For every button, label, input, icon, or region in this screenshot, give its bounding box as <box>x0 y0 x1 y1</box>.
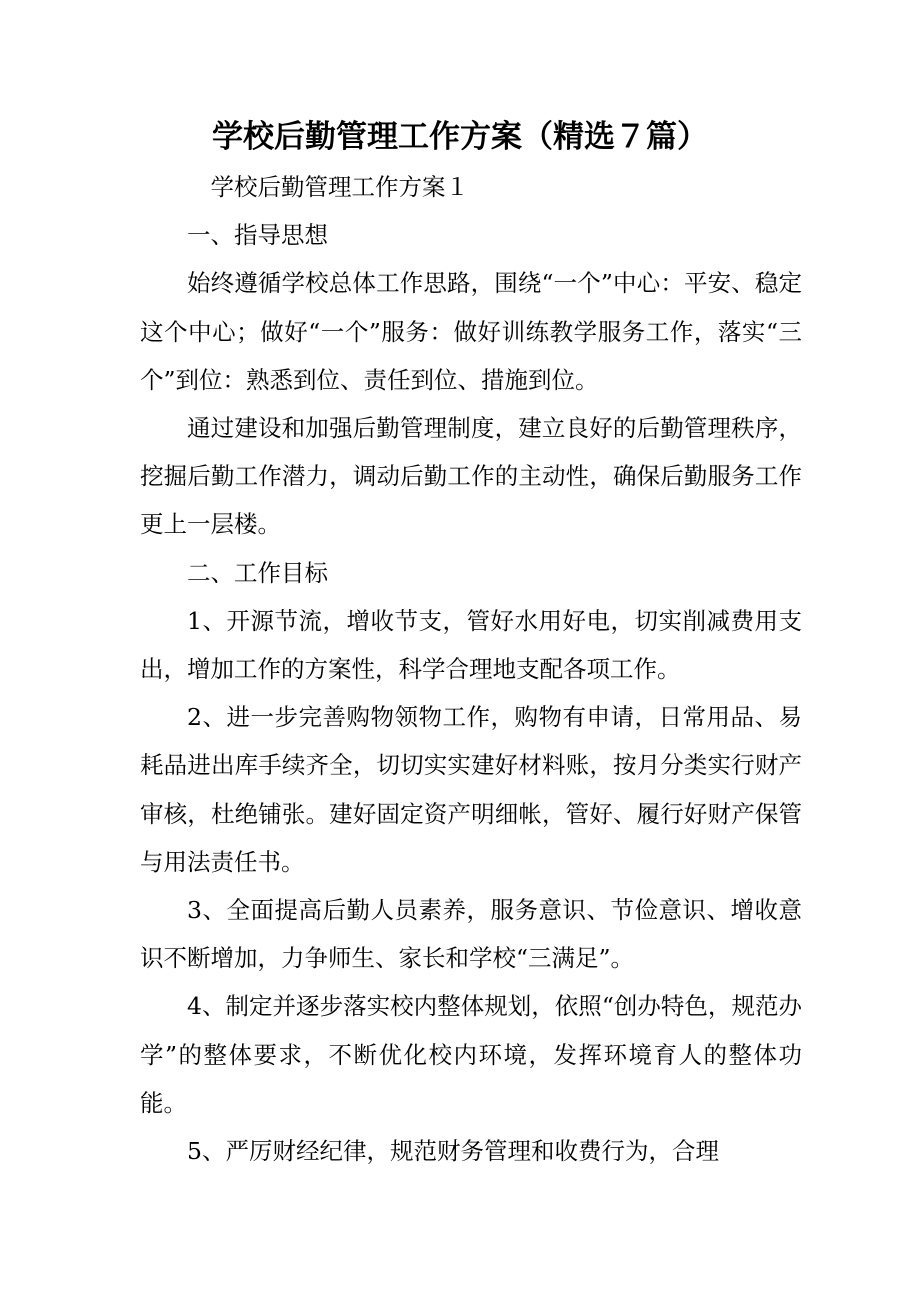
section-heading: 一、指导思想 <box>187 221 328 250</box>
paragraph: 通过建设和加强后勤管理制度，建立良好的后勤管理秩序，挖掘后勤工作潜力，调动后勤工作的主动性，确保后勤服务工作更上一层楼。 <box>140 414 802 539</box>
list-item: 5、严厉财经纪律，规范财务管理和收费行为，合理 <box>187 1137 719 1166</box>
document-body <box>140 163 802 1175</box>
list-item: 3、全面提高后勤人员素养，服务意识、节俭意识、增收意识不断增加，力争师生、家长和学校“三满足”。 <box>140 896 802 973</box>
paragraph: 始终遵循学校总体工作思路，围绕“一个”中心：平安、稳定这个中心；做好“一个”服务：做好训练教学服务工作，落实“三个”到位：熟悉到位、责任到位、措施到位。 <box>140 269 802 394</box>
list-item: 2、进一步完善购物领物工作，购物有申请，日常用品、易耗品进出库手续齐全，切切实实建好材料账，按月分类实行财产审核，杜绝铺张。建好固定资产明细帐，管好、履行好财产保管与用法责任书。 <box>140 703 802 876</box>
document-title: 学校后勤管理工作方案（精选７篇） <box>212 119 708 155</box>
section-heading: 二、工作目标 <box>187 558 328 587</box>
section-subtitle: 学校后勤管理工作方案１ <box>210 173 469 201</box>
list-item: 1、开源节流，增收节支，管好水用好电，切实削减费用支出，增加工作的方案性，科学合理地支配各项工作。 <box>140 606 802 684</box>
list-item: 4、制定并逐步落实校内整体规划，依照“创办特色，规范办学”的整体要求，不断优化校内环境，发挥环境育人的整体功能。 <box>140 992 802 1117</box>
